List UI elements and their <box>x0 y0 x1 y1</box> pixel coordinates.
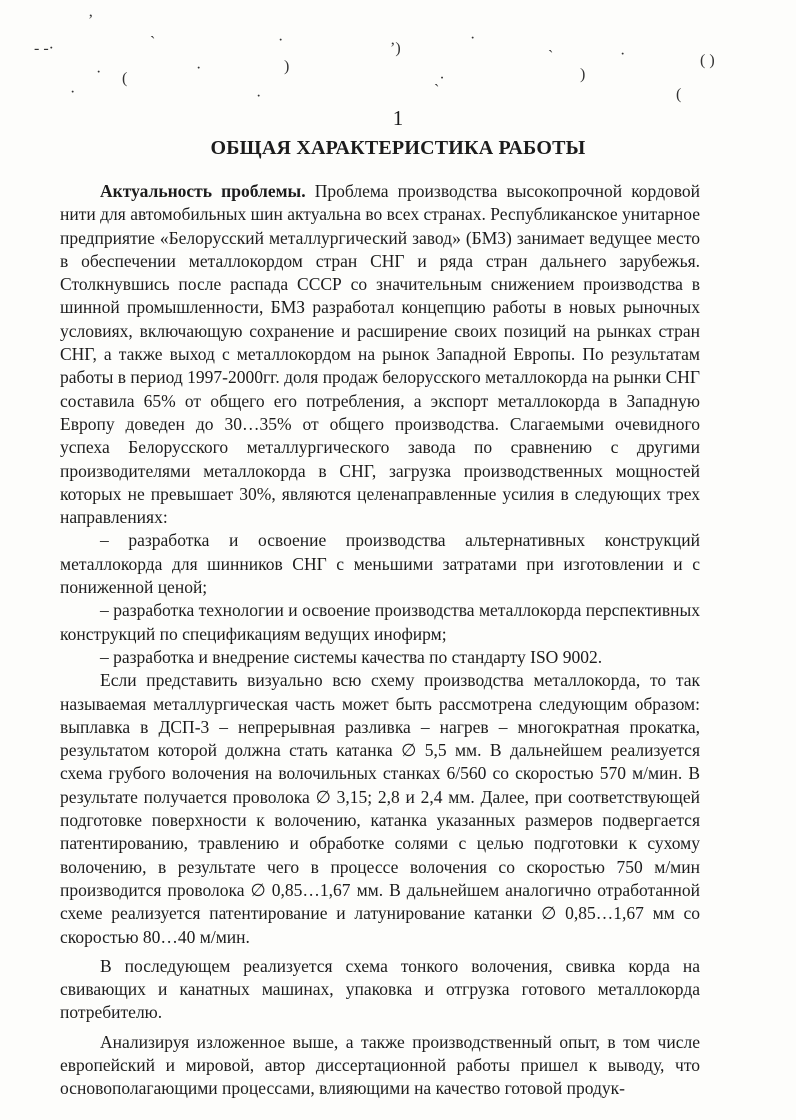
paragraph-text: Проблема производства высокопрочной кордовой нити для автомобильных шин актуальна во всех странах. Республиканское унитарное предприятие «Белорусский металлургический завод» (БМЗ) занимает ведущее место в обеспечении металлокордом стран СНГ и ряда стран дальнего зарубежья. Столкнувшись после распада СССР со значительным снижением производства в шинной промышленности, БМЗ разработал концепцию работы в новых рыночных условиях, включающую сохранение и расширение своих позиций на рынках стран СНГ, а также выход с металлокордом на рынок Западной Европы. По результатам работы в период 1997-2000гг. доля продаж белорусского металлокорда на рынки СНГ составила 65% от общего его потребления, а экспорт металлокорда в Западную Европу доведен до 30…35% от общего производства. Слагаемыми очевидного успеха Белорусского металлургического завода по сравнению с другими производителями металлокорда в СНГ, загрузка производственных мощностей которых не превышает 30%, являются целенаправленные усилия в следующих трех направлениях: <box>60 181 700 528</box>
page-title: ОБЩАЯ ХАРАКТЕРИСТИКА РАБОТЫ <box>210 137 586 159</box>
list-item: – разработка и освоение производства альтернативных конструкций металлокорда для шинников СНГ с меньшими затратами при изготовлении и с пониженной ценой; <box>60 530 700 598</box>
list-item: – разработка и внедрение системы качества по стандарту ISO 9002. <box>100 646 603 667</box>
paragraph-production-scheme: Если представить визуально всю схему производства металлокорда, то так называемая металлургическая часть может быть рассмотрена следующим образом: выплавка в ДСП-3 – непрерывная разливка – нагрев – многократная прокатка, результатом которой должна стать катанка ∅ 5,5 мм. В дальнейшем реализуется схема грубого волочения на волочильных станках 6/560 со скоростью 570 м/мин. В результате получается проволока ∅ 3,15; 2,8 и 2,4 мм. Далее, при соответствующей подготовке поверхности к волочению, катанка указанных размеров подвергается патентированию, травлению и обработке солями с целью подготовки к сухому волочению, в результате чего в процессе волочения со скоростью 750 м/мин производится проволока ∅ 0,85…1,67 мм. В дальнейшем аналогично отработанной схеме реализуется патентирование и латунирование катанки ∅ 0,85…1,67 мм со скоростью 80…40 м/мин. <box>60 670 700 947</box>
document-body <box>60 180 700 1101</box>
paragraph-fine-drawing: В последующем реализуется схема тонкого волочения, свивка корда на свивающих и канатных машинах, упаковка и отгрузка готового металлокорда потребителю. <box>60 955 700 1023</box>
paragraph-relevance <box>60 180 700 529</box>
paragraph-lead: Актуальность проблемы. <box>100 181 306 201</box>
list-item: – разработка технологии и освоение производства металлокорда перспективных конструкций по спецификациям ведущих инофирм; <box>60 600 700 644</box>
page-number: 1 <box>392 106 404 130</box>
paragraph-analysis: Анализируя изложенное выше, а также производственный опыт, в том числе европейский и мировой, автор диссертационной работы пришел к выводу, что основополагающими процессами, влияющими на качество готовой продук- <box>60 1031 700 1099</box>
